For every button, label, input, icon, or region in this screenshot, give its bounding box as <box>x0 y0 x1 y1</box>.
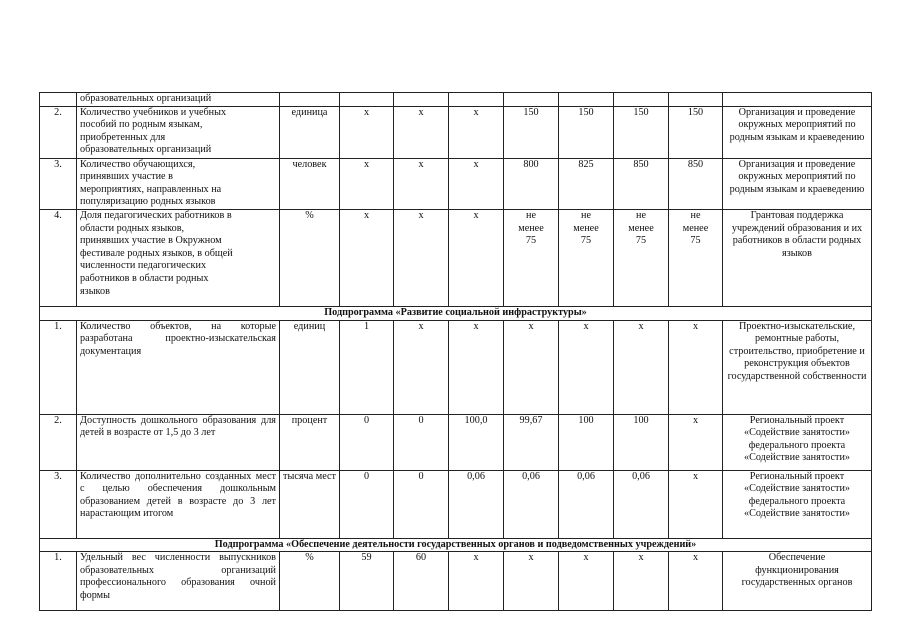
value-cell: х <box>614 552 669 611</box>
indicator-name: Количество дополнительно созданных мест с целью обеспечения дошкольным образованием детей в возрасте до 3 лет нарастающим итогом <box>77 470 280 538</box>
indicator-name: Доступность дошкольного образования для детей в возрасте от 1,5 до 3 лет <box>77 414 280 470</box>
indicator-name: Доля педагогических работников в области родных языков, принявших участие в Окружном фестивале родных языков, в общей численности педагогических работников в области родных языков <box>77 209 280 306</box>
table-row <box>40 414 872 470</box>
activity-note: Обеспечение функционирования государственных органов <box>723 552 872 611</box>
row-number <box>40 93 77 107</box>
unit-cell: % <box>280 209 340 306</box>
row-number: 4. <box>40 209 77 306</box>
activity-note <box>723 93 872 107</box>
value-cell: х <box>669 320 723 414</box>
value-cell <box>669 93 723 107</box>
unit-cell: тысяча мест <box>280 470 340 538</box>
value-cell: 150 <box>559 106 614 158</box>
value-cell: 0 <box>340 414 394 470</box>
table-row <box>40 470 872 538</box>
subprogram-header <box>40 306 872 320</box>
value-cell: х <box>614 320 669 414</box>
value-cell: х <box>394 320 449 414</box>
table-row <box>40 209 872 306</box>
value-cell: х <box>449 158 504 209</box>
value-cell: не менее 75 <box>504 209 559 306</box>
value-cell: не менее 75 <box>614 209 669 306</box>
row-number: 3. <box>40 158 77 209</box>
activity-note: Организация и проведение окружных мероприятий по родным языкам и краеведению <box>723 158 872 209</box>
table-row <box>40 320 872 414</box>
activity-note: Региональный проект «Содействие занятости» федерального проекта «Содействие занятости» <box>723 414 872 470</box>
value-cell: 850 <box>669 158 723 209</box>
value-cell: 0,06 <box>614 470 669 538</box>
value-cell: х <box>449 552 504 611</box>
subprogram-title: Подпрограмма «Обеспечение деятельности государственных органов и подведомственных учреждений» <box>40 538 872 552</box>
activity-note: Грантовая поддержка учреждений образования и их работников в области родных языков <box>723 209 872 306</box>
table-row <box>40 158 872 209</box>
indicator-name: Количество обучающихся, принявших участие в мероприятиях, направленных на популяризацию родных языков <box>77 158 280 209</box>
value-cell <box>559 93 614 107</box>
table-row <box>40 552 872 611</box>
value-cell: 1 <box>340 320 394 414</box>
unit-cell: процент <box>280 414 340 470</box>
activity-note: Региональный проект «Содействие занятости» федерального проекта «Содействие занятости» <box>723 470 872 538</box>
value-cell: 825 <box>559 158 614 209</box>
value-cell: 100 <box>559 414 614 470</box>
value-cell: 0 <box>394 470 449 538</box>
value-cell: 0,06 <box>559 470 614 538</box>
unit-cell <box>280 93 340 107</box>
value-cell: х <box>559 320 614 414</box>
value-cell: 150 <box>614 106 669 158</box>
value-cell <box>614 93 669 107</box>
value-cell <box>394 93 449 107</box>
value-cell: х <box>504 320 559 414</box>
value-cell: 99,67 <box>504 414 559 470</box>
value-cell <box>340 93 394 107</box>
value-cell: х <box>504 552 559 611</box>
value-cell: х <box>340 106 394 158</box>
value-cell: 60 <box>394 552 449 611</box>
value-cell: х <box>669 470 723 538</box>
table-row <box>40 93 872 107</box>
table-row <box>40 106 872 158</box>
value-cell: 0,06 <box>449 470 504 538</box>
indicator-name: Количество учебников и учебных пособий по родным языкам, приобретенных для образовательных организаций <box>77 106 280 158</box>
value-cell: 100 <box>614 414 669 470</box>
value-cell <box>449 93 504 107</box>
unit-cell: % <box>280 552 340 611</box>
unit-cell: единиц <box>280 320 340 414</box>
indicator-name: Количество объектов, на которые разработана проектно-изыскательская документация <box>77 320 280 414</box>
value-cell: х <box>449 209 504 306</box>
value-cell: х <box>394 209 449 306</box>
row-number: 1. <box>40 552 77 611</box>
value-cell: х <box>394 158 449 209</box>
unit-cell: единица <box>280 106 340 158</box>
row-number: 1. <box>40 320 77 414</box>
value-cell: х <box>669 414 723 470</box>
value-cell <box>504 93 559 107</box>
value-cell: 800 <box>504 158 559 209</box>
value-cell: х <box>340 209 394 306</box>
row-number: 2. <box>40 106 77 158</box>
value-cell: х <box>559 552 614 611</box>
value-cell: 850 <box>614 158 669 209</box>
value-cell: х <box>449 320 504 414</box>
value-cell: 100,0 <box>449 414 504 470</box>
value-cell: х <box>669 552 723 611</box>
value-cell: не менее 75 <box>669 209 723 306</box>
value-cell: 150 <box>504 106 559 158</box>
value-cell: 59 <box>340 552 394 611</box>
value-cell: х <box>449 106 504 158</box>
subprogram-title: Подпрограмма «Развитие социальной инфраструктуры» <box>40 306 872 320</box>
value-cell: х <box>394 106 449 158</box>
value-cell: 0 <box>340 470 394 538</box>
value-cell: 0 <box>394 414 449 470</box>
row-number: 2. <box>40 414 77 470</box>
indicator-name: Удельный вес численности выпускников образовательных организаций профессионального образования очной формы <box>77 552 280 611</box>
value-cell: 150 <box>669 106 723 158</box>
activity-note: Проектно-изыскательские, ремонтные работы, строительство, приобретение и реконструкция объектов государственной собственности <box>723 320 872 414</box>
subprogram-header <box>40 538 872 552</box>
indicator-name: образовательных организаций <box>77 93 280 107</box>
value-cell: х <box>340 158 394 209</box>
activity-note: Организация и проведение окружных мероприятий по родным языкам и краеведению <box>723 106 872 158</box>
value-cell: не менее 75 <box>559 209 614 306</box>
value-cell: 0,06 <box>504 470 559 538</box>
unit-cell: человек <box>280 158 340 209</box>
row-number: 3. <box>40 470 77 538</box>
indicators-table <box>39 92 872 611</box>
